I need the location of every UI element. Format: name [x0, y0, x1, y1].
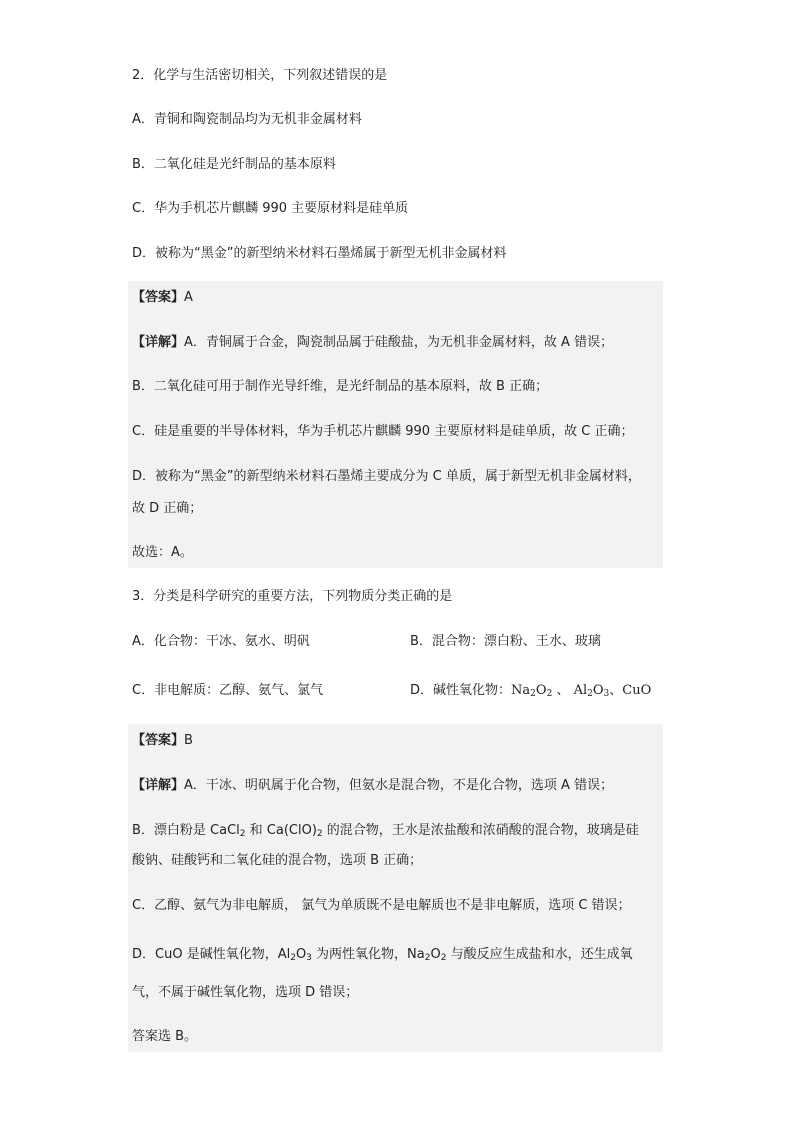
q3-detail-a — [132, 777, 613, 795]
q2-option-a: A．青铜和陶瓷制品均为无机非金属材料 — [132, 112, 362, 127]
q2-detail-a — [132, 334, 613, 352]
q3-answer-label: 【答案】 — [132, 733, 185, 748]
q3-answer — [132, 732, 193, 750]
formula-al2o3: $Al_2O_3$ — [573, 683, 610, 699]
q2-detail-d2: 故 D 正确； — [132, 501, 203, 516]
q3-detail-b1: B．漂白粉是 CaCl$_2$ 和 $Ca(ClO)_2$ 的混合物，王水是浓盐酸和浓硝酸的混合物，玻璃是硅 — [132, 823, 639, 839]
q3-option-a: A．化合物：干冰、氨水、明矾 — [132, 634, 310, 649]
q3-detail-b2: 酸钠、硅酸钙和二氧化硅的混合物，选项 B 正确； — [132, 853, 423, 868]
q2-conclusion: 故选：A。 — [132, 545, 193, 560]
q2-detail-c: C．硅是重要的半导体材料，华为手机芯片麒麟 990 主要原材料是硅单质，故 C 正确； — [132, 424, 634, 439]
q3-option-c: C．非电解质：乙醇、氨气、氯气 — [132, 683, 324, 698]
q2-stem: 2．化学与生活密切相关，下列叙述错误的是 — [132, 68, 388, 83]
q3-detail-label: 【详解】 — [132, 778, 185, 793]
formula-cuo: CuO — [622, 683, 652, 698]
q3-detail-d1: D．CuO 是碱性氧化物，$Al_2O_3$ 为两性氧化物，$Na_2O_2$ 与酸反应生成盐和水，还生成氧 — [132, 947, 633, 963]
q2-detail-d1: D．被称为“黑金”的新型纳米材料石墨烯主要成分为 C 单质，属于新型无机非金属材料， — [132, 469, 641, 484]
q3-conclusion: 答案选 B。 — [132, 1029, 198, 1044]
q2-option-c: C．华为手机芯片麒麟 990 主要原材料是硅单质 — [132, 201, 409, 216]
q2-detail-b: B．二氧化硅可用于制作光导纤维，是光纤制品的基本原料，故 B 正确； — [132, 379, 549, 394]
q2-detail-label: 【详解】 — [132, 335, 185, 350]
q3-option-d-prefix: D．碱性氧化物： — [410, 683, 512, 698]
q3-answer-block — [128, 724, 663, 1052]
q3-stem: 3．分类是科学研究的重要方法，下列物质分类正确的是 — [132, 589, 453, 604]
q3-answer-value: B — [184, 733, 193, 748]
q3-detail-text-a: A．干冰、明矾属于化合物，但氨水是混合物，不是化合物，选项 A 错误； — [184, 778, 614, 793]
q3-detail-c: C．乙醇、氨气为非电解质， 氯气为单质既不是电解质也不是非电解质，选项 C 错误； — [132, 898, 631, 913]
q3-detail-d2: 气，不属于碱性氧化物，选项 D 错误； — [132, 985, 359, 1000]
formula-na2o2: $Na_2O_2$ — [511, 683, 553, 699]
q3-option-d: D．碱性氧化物：$Na_2O_2$ 、 $Al_2O_3$、CuO — [410, 683, 652, 699]
q2-answer-value: A — [184, 290, 193, 305]
q2-option-d: D．被称为“黑金”的新型纳米材料石墨烯属于新型无机非金属材料 — [132, 246, 507, 261]
q3-option-b: B．混合物：漂白粉、王水、玻璃 — [410, 634, 601, 649]
q2-answer-label: 【答案】 — [132, 290, 185, 305]
q2-answer — [132, 289, 193, 307]
q2-option-b: B．二氧化硅是光纤制品的基本原料 — [132, 157, 336, 172]
q2-detail-text-a: A．青铜属于合金，陶瓷制品属于硅酸盐，为无机非金属材料，故 A 错误； — [184, 335, 614, 350]
